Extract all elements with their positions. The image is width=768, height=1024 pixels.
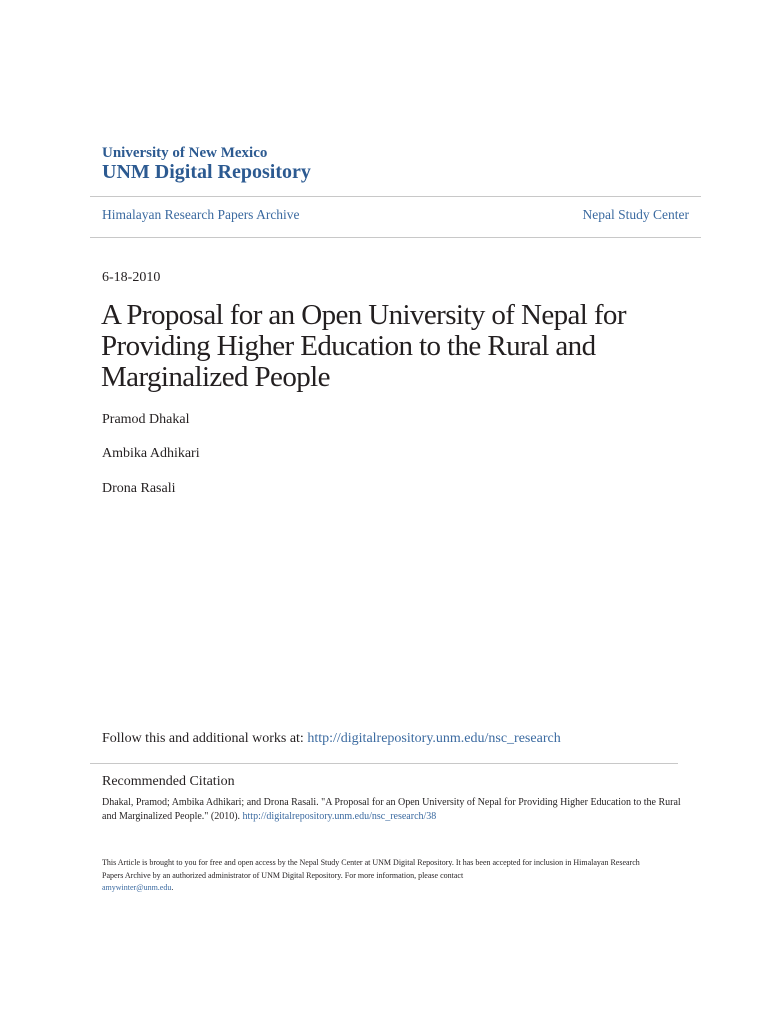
citation-url-link[interactable]: http://digitalrepository.unm.edu/nsc_research/38: [242, 811, 437, 822]
follow-line: [102, 731, 561, 747]
author-name: Pramod Dhakal: [102, 412, 190, 427]
nav-divider: [90, 237, 701, 238]
repository-name[interactable]: UNM Digital Repository: [102, 161, 311, 183]
department-link[interactable]: Nepal Study Center: [582, 207, 689, 222]
citation-divider: [90, 763, 678, 764]
notice-text: This Article is brought to you for free and open access by the Nepal Study Center at UNM Digital Repository. It has been accepted for inclusion in Himalayan Research Papers Archive by an authorized administrator of UNM Digital Repository. For more information, please contact: [102, 858, 640, 880]
notice-end: .: [171, 883, 174, 892]
citation-text: Dhakal, Pramod; Ambika Adhikari; and Drona Rasali. "A Proposal for an Open University of Nepal for Providing Higher Education to the Rural and Marginalized People." (2010).: [102, 797, 681, 822]
article-title: A Proposal for an Open University of Nepal for Providing Higher Education to the Rural and Marginalized People: [101, 299, 626, 393]
citation-heading: Recommended Citation: [102, 774, 235, 789]
university-name: University of New Mexico: [102, 145, 268, 161]
access-notice: [102, 857, 662, 895]
header-divider: [90, 196, 701, 197]
collection-url-link[interactable]: http://digitalrepository.unm.edu/nsc_research: [307, 731, 561, 746]
follow-label: Follow this and additional works at:: [102, 731, 304, 746]
author-name: Ambika Adhikari: [102, 446, 200, 461]
citation-body: [102, 796, 682, 824]
publication-date: 6-18-2010: [102, 270, 161, 285]
collection-link[interactable]: Himalayan Research Papers Archive: [102, 207, 300, 222]
author-name: Drona Rasali: [102, 481, 176, 496]
contact-email-link[interactable]: amywinter@unm.edu: [102, 883, 172, 892]
